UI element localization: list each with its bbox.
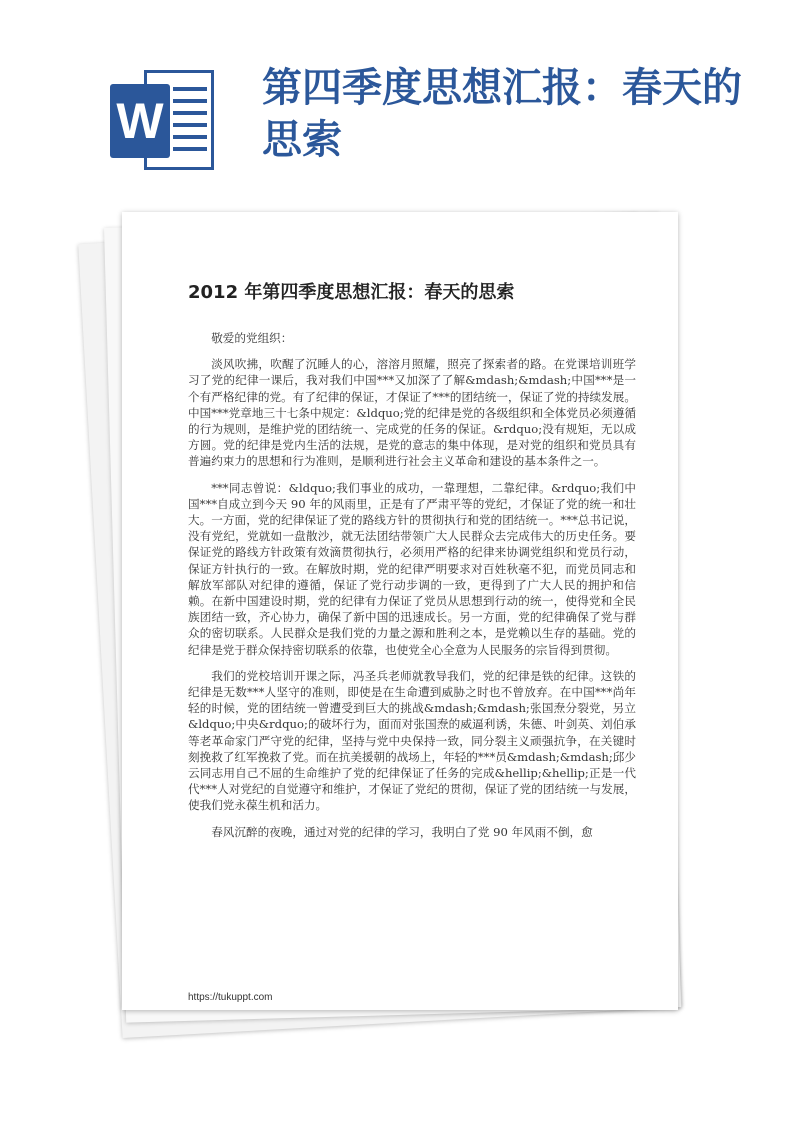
salutation: 敬爱的党组织： (211, 331, 293, 345)
paragraph: 我们的党校培训开课之际，冯圣兵老师就教导我们，党的纪律是铁的纪律。这铁的纪律是无数***人坚守的准则，即使是在生命遭到威胁之时也不曾放弃。在中国***尚年轻的时候，党的团结统一曾遭受到巨大的挑战&mdash;&mdash;张国焘分裂党，另立&ldquo;中央&rdquo;的破坏行为，面而对张国焘的威逼利诱，朱德、叶剑英、刘伯承等老革命家门严守党的纪律，坚持与党中央保持一致，同分裂主义顽强抗争，在关键时刻挽救了红军挽救了党。而在抗美援朝的战场上，年轻的***员&mdash;&mdash;邱少云同志用自己不屈的生命维护了党的纪律保证了任务的完成&hellip;&hellip;正是一代代***人对党纪的自觉遵守和维护，才保证了党纪的贯彻，保证了党的团结统一与发展，使我们党永葆生机和活力。 (188, 668, 636, 813)
word-document-icon (110, 70, 214, 170)
footer-url[interactable]: https://tukuppt.com (188, 992, 273, 1003)
document-body (188, 330, 636, 850)
document-title: 2012 年第四季度思想汇报：春天的思索 (188, 282, 515, 303)
paragraph: 春风沉醉的夜晚，通过对党的纪律的学习，我明白了党 90 年风雨不倒，愈 (211, 824, 593, 839)
header (0, 0, 800, 190)
paragraph: ***同志曾说：&ldquo;我们事业的成功，一靠理想，二靠纪律。&rdquo;我们中国***自成立到今天 90 年的风雨里，正是有了严肃平等的党纪，才保证了党的统一和壮大。一方面，党的纪律保证了党的路线方针的贯彻执行和党的团结统一。***总书记说，没有党纪，党就如一盘散沙，就无法团结带领广大人民群众去完成伟大的历史任务。要保证党的路线方针政策有效滴贯彻执行，必须用严格的纪律来协调党组织和党员行动，保证方针执行的一致。在解放时期，党的纪律严明要求对百姓秋毫不犯，而党员同志和解放军部队对纪律的遵循，保证了党行动步调的一致，更得到了广大人民的拥护和信赖。在新中国建设时期，党的纪律有力保证了党员从思想到行动的统一，使得党和全民族团结一致，齐心协力，确保了新中国的迅速成长。另一方面，党的纪律确保了党与群众的密切联系。人民群众是我们党的力量之源和胜利之本，是党赖以生存的基础。党的纪律是党于群众保持密切联系的依靠，也使党全心全意为人民服务的宗旨得到贯彻。 (188, 480, 636, 657)
document-page (122, 212, 678, 1010)
paragraph: 淡风吹拂，吹醒了沉睡人的心，溶溶月照耀，照亮了探索者的路。在党课培训班学习了党的纪律一课后，我对我们中国***又加深了了解&mdash;&mdash;中国***是一个有严格纪律的党。有了纪律的保证，才保证了***的团结统一，保证了党的持续发展。中国***党章地三十七条中规定：&ldquo;党的纪律是党的各级组织和全体党员必须遵循的行为规则，是维护党的团结统一、完成党的任务的保证。&rdquo;没有规矩，无以成方圆。党的纪律是党内生活的法规，是党的意志的集中体现，是对党的组织和党员具有普遍约束力的思想和行为准则，是顺利进行社会主义革命和建设的基本条件之一。 (188, 357, 636, 469)
page-title: 第四季度思想汇报：春天的思索 (262, 65, 742, 163)
word-badge: W (110, 84, 170, 158)
